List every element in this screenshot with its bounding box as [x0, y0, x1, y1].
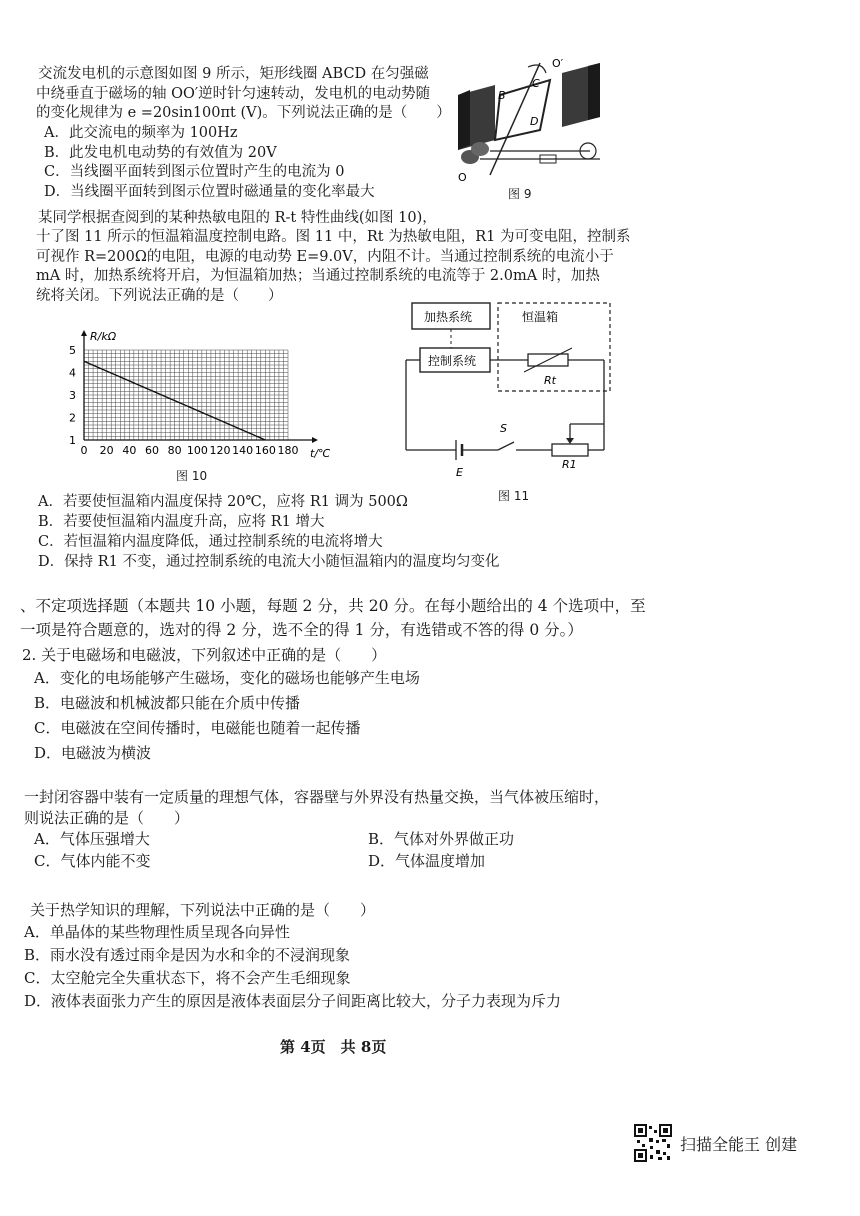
q2-line-2: 十了图 11 所示的恒温箱温度控制电路。图 11 中，Rt 为热敏电阻，R1 为可变电阻，控制系: [36, 229, 631, 245]
q1-option-c: C．当线圈平面转到图示位置时产生的电流为 0: [44, 164, 345, 180]
chart-y-tick-label: 3: [69, 389, 76, 402]
chart-x-tick-label: 60: [145, 444, 159, 457]
q5-option-c: C．太空舱完全失重状态下，将不会产生毛细现象: [24, 969, 351, 987]
figure-9-caption: 图 9: [508, 187, 532, 201]
q1-line-1: 交流发电机的示意图如图 9 所示，矩形线圈 ABCD 在匀强磁: [38, 66, 429, 82]
q5-option-d: D．液体表面张力产生的原因是液体表面层分子间距离比较大，分子力表现为斥力: [24, 992, 562, 1010]
q3-option-c: C．电磁波在空间传播时，电磁能也随着一起传播: [34, 719, 361, 737]
chart-y-tick-label: 5: [69, 344, 76, 357]
chart-x-arrow: [312, 437, 318, 443]
q3-option-d: D．电磁波为横波: [34, 744, 152, 762]
q2-option-b: B．若要使恒温箱内温度升高，应将 R1 增大: [38, 514, 325, 530]
q4-line-1: 一封闭容器中装有一定质量的理想气体，容器壁与外界没有热量交换，当气体被压缩时，: [24, 788, 610, 806]
section3-line-1: 、不定项选择题（本题共 10 小题，每题 2 分，共 20 分。在每小题给出的 4 个选项中，至: [20, 597, 646, 615]
circuit-r1-label: R1: [562, 458, 577, 471]
circuit-thermostat-label: 恒温箱: [522, 310, 559, 324]
fig9-label-o-bottom: O: [458, 171, 467, 184]
circuit-e-label: E: [456, 466, 463, 479]
fig9-label-c: C: [532, 77, 540, 90]
page-number: 第 4页 共 8页: [280, 1038, 387, 1056]
chart-x-tick-label: 140: [232, 444, 254, 457]
chart-x-tick-label: 100: [186, 444, 208, 457]
q2-line-4: mA 时，加热系统将开启，为恒温箱加热；当通过控制系统的电流等于 2.0mA 时，加热: [36, 268, 600, 284]
chart-x-tick-label: 20: [99, 444, 114, 457]
chart-x-tick-label: 180: [277, 444, 299, 457]
q2-line-5: 统将关闭。下列说法正确的是（ ）: [36, 288, 283, 304]
chart-x-tick-label: 0: [80, 444, 88, 457]
q3-stem: 2. 关于电磁场和电磁波，下列叙述中正确的是（ ）: [22, 646, 387, 664]
circuit-rt-label: Rt: [544, 374, 556, 387]
chart-y-tick-label: 4: [69, 366, 76, 380]
q4-option-c: C．气体内能不变: [34, 852, 151, 870]
figure-10-chart: [60, 322, 350, 460]
fig9-label-o-top: O′: [552, 57, 564, 70]
q4-line-2: 则说法正确的是（ ）: [24, 809, 190, 827]
q2-line-3: 可视作 R=200Ω的电阻，电源的电动势 E=9.0V，内阻不计。当通过控制系统的电流小于: [36, 249, 614, 265]
q1-option-b: B．此发电机电动势的有效值为 20V: [44, 145, 277, 161]
section3-line-2: 一项是符合题意的，选对的得 2 分，选不全的得 1 分，有选错或不答的得 0 分。）: [20, 621, 583, 639]
chart-y-tick-label: 2: [69, 411, 76, 425]
q3-option-a: A．变化的电场能够产生磁场，变化的磁场也能够产生电场: [34, 669, 420, 687]
figure-10-caption: 图 10: [176, 469, 208, 483]
chart-xlabel: t/℃: [310, 447, 331, 460]
fig9-label-b: B: [498, 89, 506, 102]
q2-option-c: C．若恒温箱内温度降低，通过控制系统的电流将增大: [38, 534, 383, 550]
q5-stem: 关于热学知识的理解，下列说法中正确的是（ ）: [30, 901, 376, 919]
q1-option-a: A．此交流电的频率为 100Hz: [44, 125, 238, 141]
q5-option-a: A．单晶体的某些物理性质呈现各向异性: [24, 923, 290, 941]
q4-option-b: B．气体对外界做正功: [368, 830, 515, 848]
qr-code-icon: [634, 1124, 672, 1162]
q4-option-a: A．气体压强增大: [34, 830, 150, 848]
circuit-s-label: S: [500, 422, 507, 435]
chart-x-tick-label: 40: [122, 444, 137, 457]
q1-line-2: 中绕垂直于磁场的轴 OO′逆时针匀速转动，发电机的电动势随: [36, 86, 431, 102]
chart-x-tick-label: 160: [254, 444, 276, 457]
chart-ylabel: R/kΩ: [90, 330, 117, 343]
figure-9-generator: [450, 55, 610, 185]
figure-11-caption: 图 11: [498, 489, 530, 503]
fig9-label-d: D: [530, 115, 539, 128]
chart-x-tick-label: 120: [209, 444, 231, 457]
q1-line-3: 的变化规律为 e =20sin100πt (V)。下列说法正确的是（ ）: [36, 105, 451, 121]
q3-option-b: B．电磁波和机械波都只能在介质中传播: [34, 694, 301, 712]
chart-y-tick-label: 1: [69, 434, 76, 447]
chart-x-tick-label: 80: [167, 444, 182, 457]
chart-y-arrow: [81, 330, 87, 336]
q2-option-d: D．保持 R1 不变，通过控制系统的电流大小随恒温箱内的温度均匀变化: [38, 554, 500, 570]
figure-11-circuit: [398, 300, 618, 485]
q5-option-b: B．雨水没有透过雨伞是因为水和伞的不浸润现象: [24, 946, 351, 964]
q4-option-d: D．气体温度增加: [368, 852, 486, 870]
q2-line-1: 某同学根据查阅到的某种热敏电阻的 R-t 特性曲线(如图 10)，: [38, 210, 437, 226]
circuit-heating-label: 加热系统: [424, 310, 473, 324]
circuit-control-label: 控制系统: [428, 354, 477, 368]
scanner-watermark: 扫描全能王 创建: [680, 1135, 798, 1154]
q1-option-d: D．当线圈平面转到图示位置时磁通量的变化率最大: [44, 184, 375, 200]
q2-option-a: A．若要使恒温箱内温度保持 20℃，应将 R1 调为 500Ω: [38, 494, 408, 510]
